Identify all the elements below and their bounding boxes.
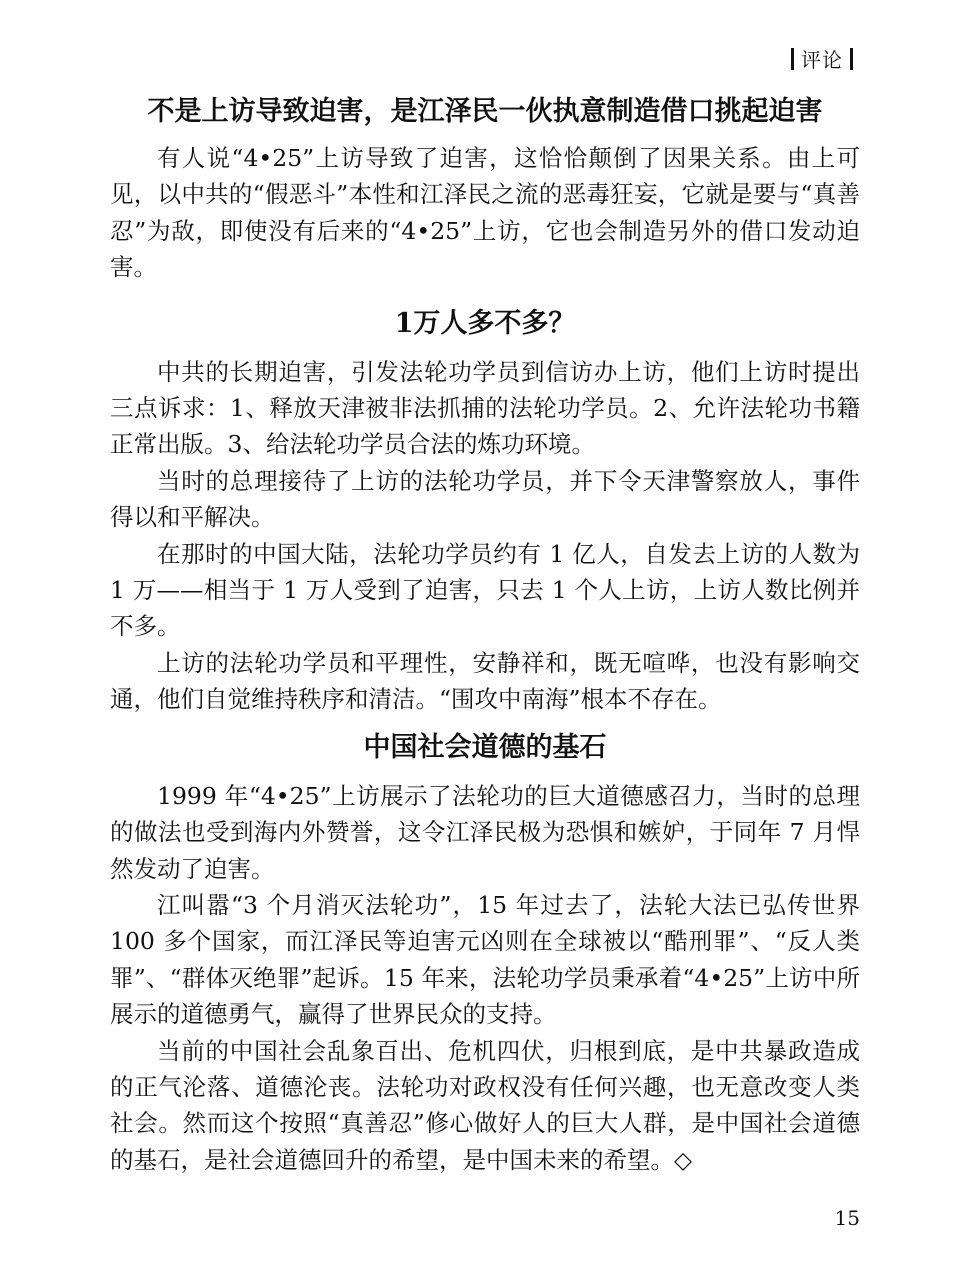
paragraph: 1999 年“4•25”上访展示了法轮功的巨大道德感召力，当时的总理的做法也受到海内外赞誉，这令江泽民极为恐惧和嫉妒，于同年 7 月悍然发动了迫害。: [110, 781, 860, 883]
paragraph: 中共的长期迫害，引发法轮功学员到信访办上访，他们上访时提出三点诉求：1、释放天津被非法抓捕的法轮功学员。2、允许法轮功书籍正常出版。3、给法轮功学员合法的炼功环境。: [110, 357, 860, 459]
section-heading-2: 1万人多不多？: [394, 307, 576, 339]
paragraph: 上访的法轮功学员和平理性，安静祥和，既无喧哗，也没有影响交通，他们自觉维持秩序和清洁。“围攻中南海”根本不存在。: [110, 648, 860, 714]
section-label-text: 评论: [801, 48, 843, 72]
section-heading-3: 中国社会道德的基石: [363, 731, 607, 763]
paragraph: 在那时的中国大陆，法轮功学员约有 1 亿人，自发去上访的人数为 1 万——相当于 1 万人受到了迫害，只去 1 个人上访，上访人数比例并不多。: [110, 539, 860, 641]
article-body: [110, 92, 860, 1178]
divider-right: [850, 48, 853, 70]
paragraph: 当前的中国社会乱象百出、危机四伏，归根到底，是中共暴政造成的正气沦落、道德沦丧。法轮功对政权没有任何兴趣，也无意改变人类社会。然而这个按照“真善忍”修心做好人的巨大人群，是中国社会道德的基石，是社会道德回升的希望，是中国未来的希望。◇: [110, 1036, 860, 1174]
page-number: 15: [834, 1206, 860, 1230]
section-heading-1: 不是上访导致迫害，是江泽民一伙执意制造借口挑起迫害: [147, 96, 823, 127]
paragraph: 江叫嚣“3 个月消灭法轮功”，15 年过去了，法轮大法已弘传世界 100 多个国家，而江泽民等迫害元凶则在全球被以“酷刑罪”、“反人类罪”、“群体灭绝罪”起诉。15 年来，法轮功学员秉承着“4•25”上访中所展示的道德勇气，赢得了世界民众的支持。: [110, 890, 860, 1029]
paragraph: 当时的总理接待了上访的法轮功学员，并下令天津警察放人，事件得以和平解决。: [110, 466, 860, 532]
divider-left: [791, 48, 794, 70]
section-label: [784, 44, 860, 73]
paragraph: 有人说“4•25”上访导致了迫害，这恰恰颠倒了因果关系。由上可见，以中共的“假恶斗”本性和江泽民之流的恶毒狂妄，它就是要与“真善忍”为敌，即使没有后来的“4•25”上访，它也会制造另外的借口发动迫害。: [110, 144, 860, 282]
